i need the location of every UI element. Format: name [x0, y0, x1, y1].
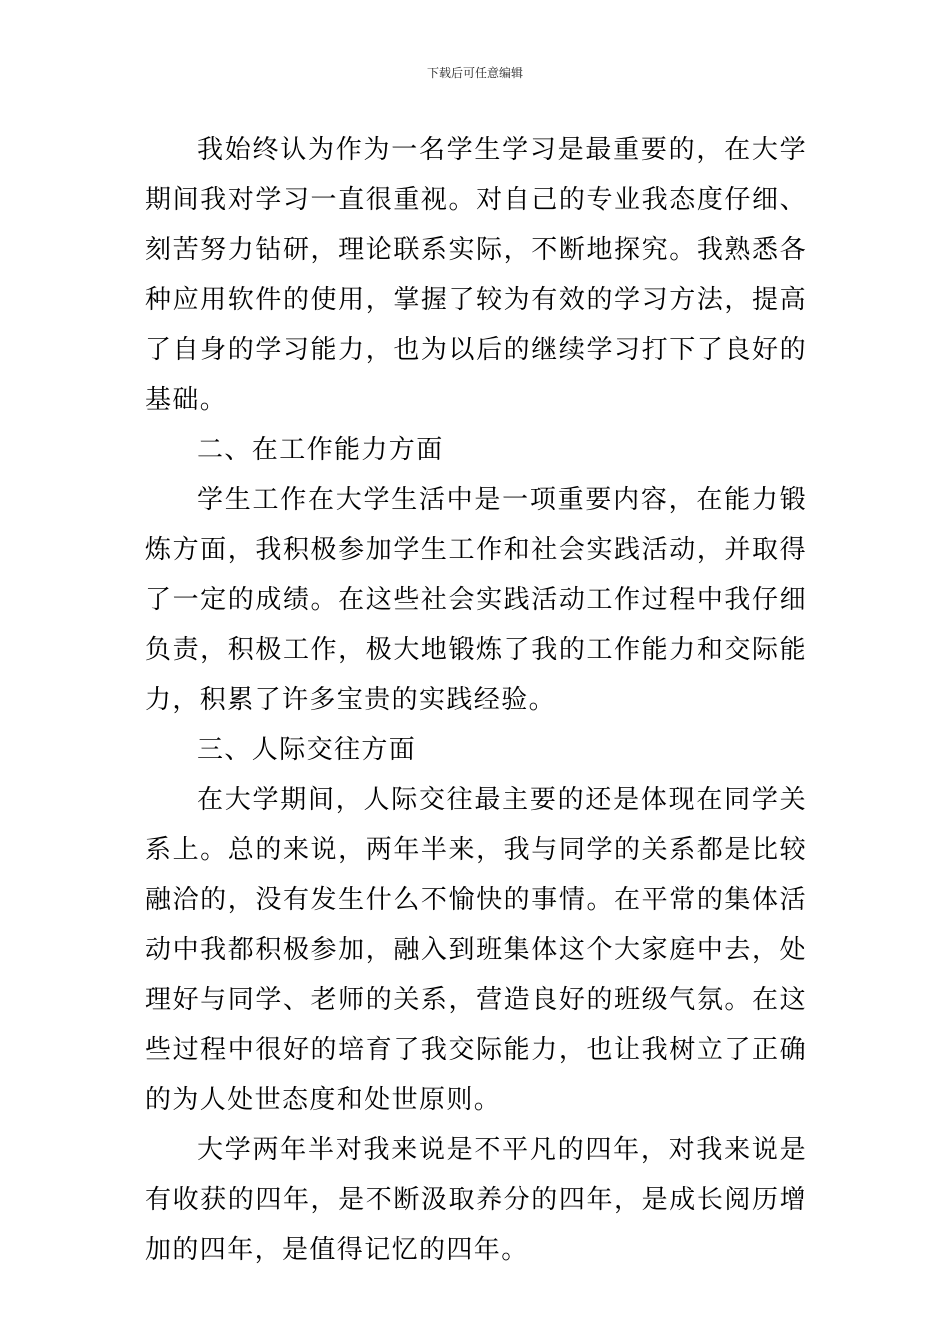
- paragraph-conclusion: 大学两年半对我来说是不平凡的四年，对我来说是有收获的四年，是不断汲取养分的四年，是成长阅历增加的四年，是值得记忆的四年。: [145, 1135, 807, 1265]
- document-body: [145, 125, 807, 1275]
- page-header: 下载后可任意编辑: [426, 66, 523, 80]
- section-heading-interpersonal: 三、人际交往方面: [197, 735, 417, 765]
- section-heading-work-ability: 二、在工作能力方面: [197, 435, 444, 465]
- paragraph-interpersonal: 在大学期间，人际交往最主要的还是体现在同学关系上。总的来说，两年半来，我与同学的关系都是比较融洽的，没有发生什么不愉快的事情。在平常的集体活动中我都积极参加，融入到班集体这个大家庭中去，处理好与同学、老师的关系，营造良好的班级气氛。在这些过程中很好的培育了我交际能力，也让我树立了正确的为人处世态度和处世原则。: [145, 785, 807, 1115]
- paragraph-work-ability: 学生工作在大学生活中是一项重要内容，在能力锻炼方面，我积极参加学生工作和社会实践活动，并取得了一定的成绩。在这些社会实践活动工作过程中我仔细负责，积极工作，极大地锻炼了我的工作能力和交际能力，积累了许多宝贵的实践经验。: [145, 485, 807, 715]
- paragraph-study: 我始终认为作为一名学生学习是最重要的，在大学期间我对学习一直很重视。对自己的专业我态度仔细、刻苦努力钻研，理论联系实际，不断地探究。我熟悉各种应用软件的使用，掌握了较为有效的学习方法，提高了自身的学习能力，也为以后的继续学习打下了良好的基础。: [145, 135, 807, 415]
